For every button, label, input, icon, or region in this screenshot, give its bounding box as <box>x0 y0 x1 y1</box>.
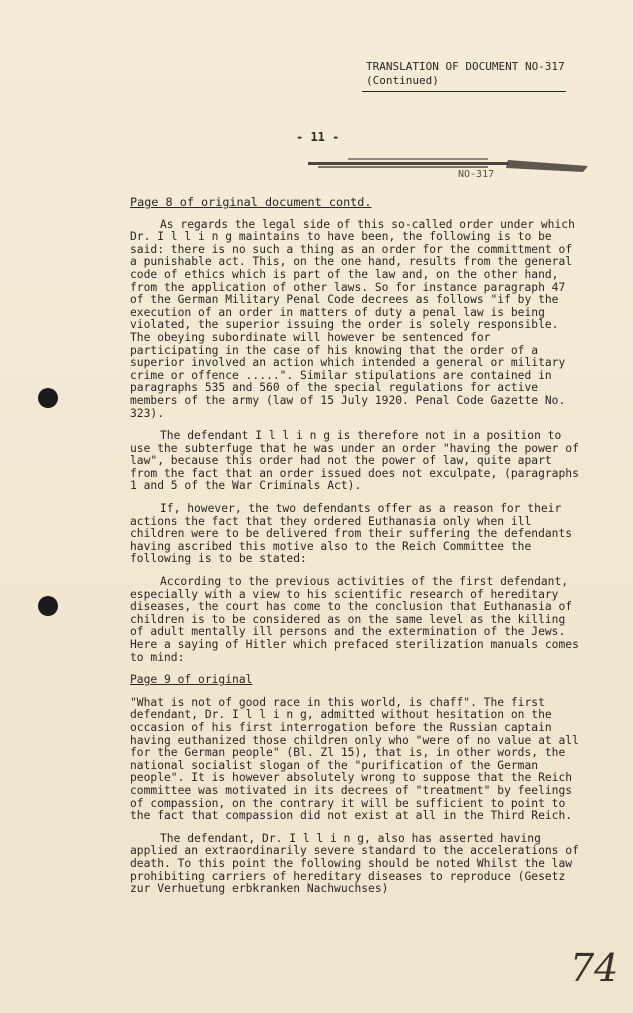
handwritten-page-number <box>566 937 618 993</box>
stamp-strikeout-marks <box>308 158 588 172</box>
punch-hole-top <box>38 388 58 408</box>
handwritten-number-text: 74 <box>570 946 618 990</box>
paragraph-3: If, however, the two defendants offer as a reason for their actions the fact that they ordered Euthanasia only when ill children were to be delivered from their suffering the defendants having ascribed this motive also to the Reich Committee the following is to be stated: <box>130 502 573 566</box>
paragraph-1: As regards the legal side of this so-called order under which Dr. I l l i n g maintains to have been, the following is to be said: there is no such a thing as an order for the committment of a punishable act. This, on the one hand, results from the general code of ethics which is part of the law and, on the other hand, from the application of other laws. So for instance paragraph 47 of the German Military Penal Code decrees as follows "if by the execution of an order in matters of duty a penal law is being violated, the superior issuing the order is solely responsible. The obeying subordinate will however be sentenced for participating in the case of his knowing that the order of a superior involved an action which intended a general or military crime or offence .....". Similar stipulations are contained in paragraphs 535 and 560 of the special regulations for active members of the army (law of 15 July 1920. Penal Code Gazette No. 323). <box>130 217 575 420</box>
paragraph-4: According to the previous activities of the first defendant, especially with a view to his scientific research of hereditary diseases, the court has come to the conclusion that Euthanasia of children is to be considered as on the same level as the killing of adult mentally ill persons and the extermination of the Jews. Here a saying of Hitler which prefaced sterilization manuals comes to mind: <box>130 575 579 664</box>
paragraph-6: The defendant, Dr. I l l i n g, also has asserted having applied an extraordinarily severe standard to the accelerations of death. To this point the following should be noted Whilst the law prohibiting carriers of hereditary diseases to reproduce (Gesetz zur Verhuetung erbkranken Nachwuchses) <box>130 831 579 896</box>
subheading: Page 9 of original <box>130 673 253 687</box>
document-body <box>130 196 582 906</box>
punch-hole-bottom <box>38 596 58 616</box>
header-rule <box>362 91 566 92</box>
paragraph-2: The defendant I l l i n g is therefore not in a position to use the subterfuge that he was under an order "having the power of law", because this order had not the power of law, quite apart from the fact that an order issued does not exculpate, (paragraphs 1 and 5 of the War Criminals Act). <box>130 429 579 493</box>
header-subtitle: (Continued) <box>366 74 439 87</box>
stamp-text: NO-317 <box>458 169 495 180</box>
document-header <box>366 60 565 88</box>
header-title: TRANSLATION OF DOCUMENT NO-317 <box>366 60 565 73</box>
paragraph-5: "What is not of good race in this world, is chaff". The first defendant, Dr. I l l i n g, admitted without hesitation on the occasion of his first interrogation before the Russian captain having euthanized those children only who "were of no value at all for the German people" (Bl. Zl 15), that is, in other words, the national socialist slogan of the "purification of the German people". It is however absolutely wrong to suppose that the Reich committee was motivated in its decrees of "treatment" by feelings of compassion, on the contrary it will be sufficient to point to the fact that compassion did not exist at all in the Third Reich. <box>130 695 579 823</box>
section-heading: Page 8 of original document contd. <box>130 195 372 209</box>
page-number: - 11 - <box>296 130 340 144</box>
document-stamp <box>308 156 590 180</box>
